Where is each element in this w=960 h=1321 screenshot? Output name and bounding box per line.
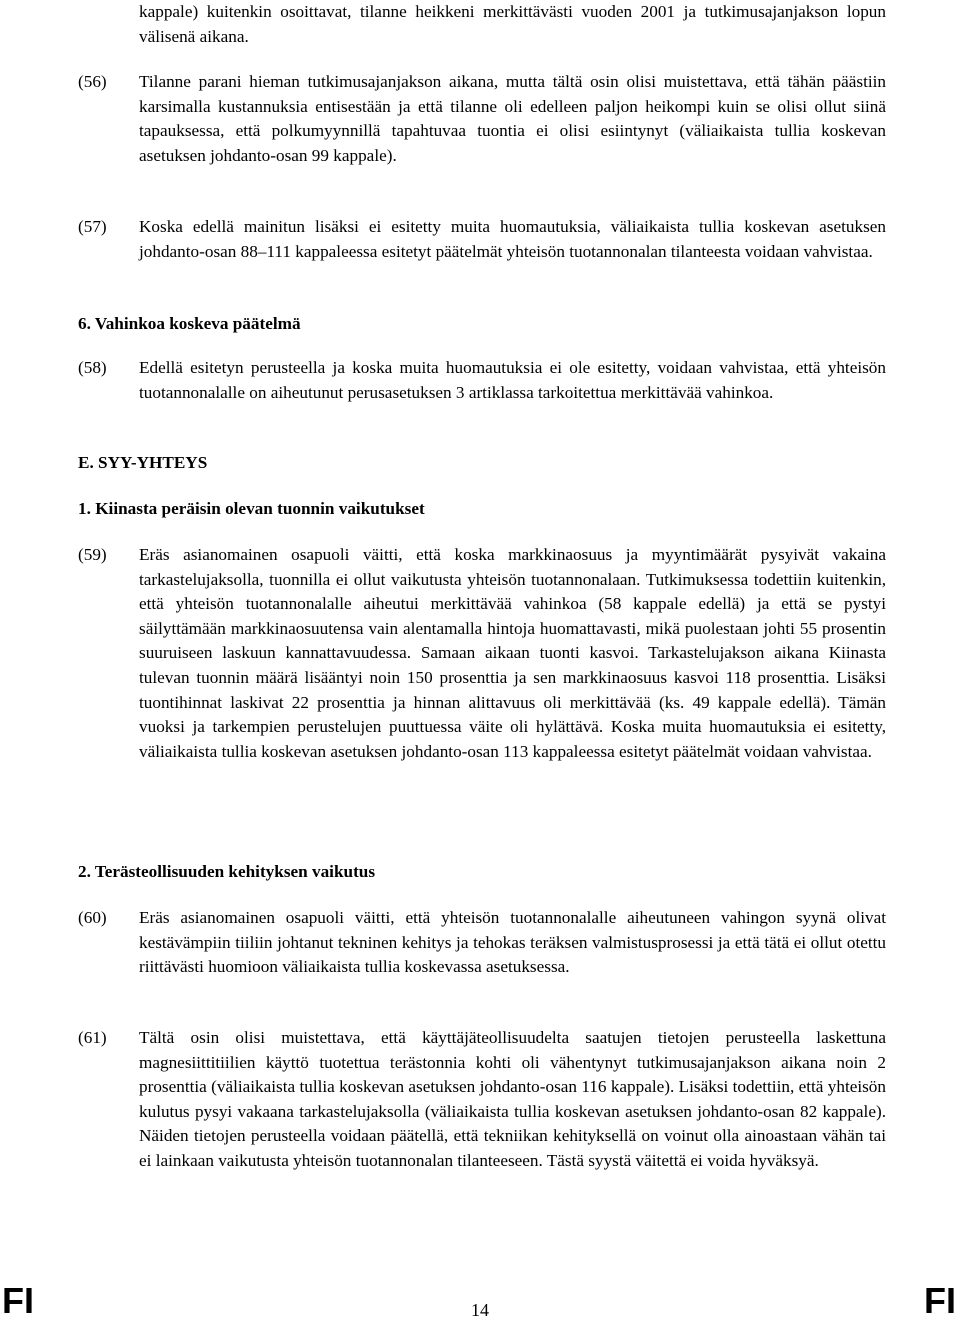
heading-steel-industry-effect: 2. Terästeollisuuden kehityksen vaikutus [78,862,376,881]
paragraph-61 [78,1026,886,1174]
paragraph-56 [78,70,886,168]
paragraph-text: Edellä esitetyn perusteella ja koska muita huomautuksia ei ole esitetty, voidaan vahvistaa, että yhteisön tuotannonalalle on aiheutunut perusasetuksen 3 artiklassa tarkoitettua merkittävää vahinkoa. [139,358,886,402]
paragraph-number: (56) [78,72,107,91]
footer-language-right: FI [924,1280,956,1321]
paragraph-number: (60) [78,908,107,927]
paragraph-text: Tältä osin olisi muistettava, että käyttäjäteollisuudelta saatujen tietojen perusteella laskettuna magnesiittitiilien käyttö tuotettua terästonnia kohti oli vähentynyt tutkimusajanjakson aikana noin 2 prosenttia (väliaikaista tullia koskevan asetuksen johdanto-osan 116 kappale). Lisäksi todettiin, että yhteisön kulutus pysyi vakaana tarkastelujaksolla (väliaikaista tullia koskevan asetuksen johdanto-osan 82 kappale). Näiden tietojen perusteella voidaan päätellä, että tekniikan kehityksellä on voinut olla ainoastaan vähän tai ei lainkaan vaikutusta yhteisön tuotannonalan tilanteeseen. Tästä syystä väitettä ei voida hyväksyä. [139,1028,886,1170]
paragraph-60 [78,906,886,980]
paragraph-58 [78,356,886,405]
paragraph-number: (58) [78,358,107,377]
paragraph-57 [78,215,886,264]
heading-imports-effect: 1. Kiinasta peräisin olevan tuonnin vaikutukset [78,499,425,518]
heading-causation: E. SYY-YHTEYS [78,453,208,472]
page-number: 14 [471,1300,489,1320]
footer-language-left: FI [2,1280,34,1321]
paragraph-text: Eräs asianomainen osapuoli väitti, että koska markkinaosuus ja myyntimäärät pysyivät vakaina tarkastelujaksolla, tuonnilla ei ollut vaikutusta yhteisön tuotannonalaan. Tutkimuksessa todettiin kuitenkin, että yhteisön tuotannonalalle aiheutui merkittävää vahinkoa (58 kappale edellä) ja että se pystyi säilyttämään markkinaosuutensa vain alentamalla hintoja huomattavasti, mikä puolestaan johti 55 prosentin suuruiseen laskuun kannattavuudessa. Samaan aikaan tuonti kasvoi. Tarkastelujakson aikana Kiinasta tulevan tuonnin määrä lisääntyi noin 150 prosenttia ja sen markkinaosuus kasvoi 118 prosenttia. Lisäksi tuontihinnat laskivat 22 prosenttia ja hinnan alittavuus oli merkittävää (ks. 49 kappale edellä). Tämän vuoksi ja tarkempien perustelujen puuttuessa väite oli hylättävä. Koska muita huomautuksia ei esitetty, väliaikaista tullia koskevan asetuksen johdanto-osan 113 kappaleessa esitetyt päätelmät voidaan vahvistaa. [139,545,886,761]
paragraph-text: Eräs asianomainen osapuoli väitti, että yhteisön tuotannonalalle aiheutuneen vahingon syynä olivat kestävämpiin tiiliin johtanut tekninen kehitys ja tehokas teräksen valmistusprosessi ja että tätä ei ollut otettu riittävästi huomioon väliaikaista tullia koskevassa asetuksessa. [139,908,886,977]
paragraph-number: (59) [78,545,107,564]
heading-injury-conclusion: 6. Vahinkoa koskeva päätelmä [78,314,301,333]
continuation-text: kappale) kuitenkin osoittavat, tilanne heikkeni merkittävästi vuoden 2001 ja tutkimusajanjakson lopun välisenä aikana. [139,2,886,46]
paragraph-text: Koska edellä mainitun lisäksi ei esitetty muita huomautuksia, väliaikaista tullia koskevan asetuksen johdanto-osan 88–111 kappaleessa esitetyt päätelmät yhteisön tuotannonalan tilanteesta voidaan vahvistaa. [139,217,886,261]
paragraph-text: Tilanne parani hieman tutkimusajanjakson aikana, mutta tältä osin olisi muistettava, että tähän päästiin karsimalla kustannuksia entisestään ja että tilanne oli edelleen paljon heikompi kuin se olisi ollut siinä tapauksessa, että polkumyynnillä tapahtuvaa tuontia ei olisi esiintynyt (väliaikaista tullia koskevan asetuksen johdanto-osan 99 kappale). [139,72,886,165]
paragraph-number: (57) [78,217,107,236]
paragraph-number: (61) [78,1028,107,1047]
paragraph-59 [78,543,886,764]
